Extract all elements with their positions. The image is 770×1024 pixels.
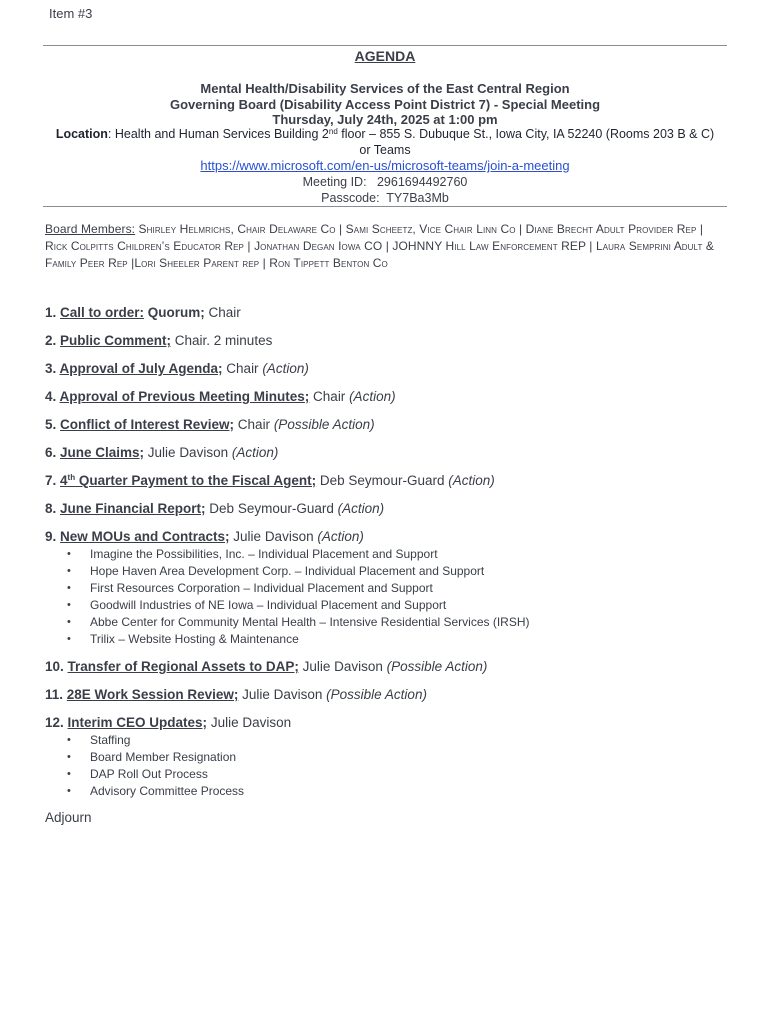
item-action: (Action) bbox=[448, 473, 495, 488]
item-separator: ; bbox=[218, 361, 223, 376]
location-block bbox=[43, 127, 727, 158]
bullet-item: • DAP Roll Out Process bbox=[45, 766, 735, 783]
meeting-credentials bbox=[43, 175, 727, 206]
item-title: 28E Work Session Review; bbox=[66, 687, 239, 702]
bullet-item: • Staffing bbox=[45, 732, 735, 749]
agenda-items bbox=[45, 304, 735, 825]
item-action: (Action) bbox=[262, 361, 309, 376]
item-title: Public Comment; bbox=[60, 333, 172, 348]
agenda-item bbox=[45, 304, 735, 322]
passcode-label: Passcode: bbox=[321, 190, 380, 205]
item-presenter: Deb Seymour-Guard bbox=[205, 501, 338, 516]
item-separator: ; bbox=[229, 417, 235, 432]
item-presenter: Chair bbox=[204, 305, 241, 320]
meeting-date: Thursday, July 24th, 2025 at 1:00 pm bbox=[272, 112, 498, 127]
item-number-label: 2. bbox=[45, 333, 61, 348]
location-sup: nd bbox=[328, 127, 338, 136]
item-number-label: 6. bbox=[45, 445, 61, 460]
meeting-type: Governing Board (Disability Access Point District 7) - Special Meeting bbox=[169, 96, 601, 112]
item-title: 4th Quarter Payment to the Fiscal Agent; bbox=[60, 473, 317, 488]
item-number-label: 12. bbox=[45, 715, 68, 730]
item-separator: : bbox=[139, 305, 145, 320]
agenda-item bbox=[45, 500, 735, 518]
agenda-item bbox=[45, 658, 735, 676]
organization-block bbox=[43, 81, 727, 128]
item-title: Approval of July Agenda bbox=[59, 361, 219, 376]
item-bold-note: Quorum; bbox=[144, 305, 205, 320]
item-presenter: Julie Davison bbox=[298, 659, 387, 674]
passcode-value: TY7Ba3Mb bbox=[386, 190, 449, 205]
meeting-id-label: Meeting ID: bbox=[302, 175, 367, 189]
item-title: New MOUs and Contracts; bbox=[60, 529, 230, 544]
item-presenter: Chair bbox=[234, 417, 274, 432]
item-presenter: Julie Davison bbox=[229, 529, 318, 544]
item-number-label: 7. bbox=[45, 473, 61, 488]
bullet-item: • Hope Haven Area Development Corp. – Individual Placement and Support bbox=[45, 563, 735, 580]
item-number-label: 1. bbox=[45, 305, 61, 320]
item-title-sup: th bbox=[67, 473, 76, 482]
item-title: Interim CEO Updates; bbox=[67, 715, 208, 730]
item-presenter: Julie Davison bbox=[238, 687, 327, 702]
agenda-title: AGENDA bbox=[354, 48, 416, 64]
location-or-teams: or Teams bbox=[359, 142, 411, 157]
item-number-label: 11. bbox=[45, 687, 67, 702]
meeting-id-value: 2961694492760 bbox=[376, 175, 468, 189]
item-presenter: Chair. 2 minutes bbox=[171, 333, 273, 348]
item-title: Call to order bbox=[60, 305, 140, 320]
bullet-item: • Board Member Resignation bbox=[45, 749, 735, 766]
item-number: Item #3 bbox=[49, 6, 93, 21]
item-action: (Action) bbox=[337, 501, 385, 516]
item-title: Approval of Previous Meeting Minutes bbox=[59, 389, 305, 404]
item-action: (Possible Action) bbox=[273, 417, 375, 432]
location-text-pre: : Health and Human Services Building 2 bbox=[107, 127, 329, 141]
item-action: (Possible Action) bbox=[326, 687, 427, 702]
location-label: Location bbox=[55, 127, 108, 141]
teams-link[interactable]: https://www.microsoft.com/en-us/microsoft-teams/join-a-meeting bbox=[200, 158, 570, 173]
header-rule bbox=[43, 45, 727, 46]
item-title: June Financial Report; bbox=[60, 501, 206, 516]
item-presenter: Chair bbox=[309, 389, 350, 404]
agenda-item bbox=[45, 444, 735, 462]
bullet-item: • First Resources Corporation – Individual Placement and Support bbox=[45, 580, 735, 597]
bullet-item: • Imagine the Possibilities, Inc. – Individual Placement and Support bbox=[45, 546, 735, 563]
item-action: (Possible Action) bbox=[386, 659, 488, 674]
item-action: (Action) bbox=[317, 529, 364, 544]
item-number-label: 5. bbox=[45, 417, 61, 432]
agenda-item bbox=[45, 686, 735, 704]
item-title: Conflict of Interest Review bbox=[60, 417, 230, 432]
item-presenter: Deb Seymour-Guard bbox=[316, 473, 449, 488]
board-members bbox=[45, 221, 725, 272]
item-number-label: 9. bbox=[45, 529, 61, 544]
item-action: (Action) bbox=[349, 389, 396, 404]
item-title: June Claims; bbox=[60, 445, 145, 460]
bullet-item: • Goodwill Industries of NE Iowa – Individual Placement and Support bbox=[45, 597, 735, 614]
item-presenter: Chair bbox=[222, 361, 263, 376]
item-number-label: 8. bbox=[45, 501, 61, 516]
org-name: Mental Health/Disability Services of the East Central Region bbox=[200, 81, 570, 96]
bullet-item: • Trilix – Website Hosting & Maintenance bbox=[45, 631, 735, 648]
agenda-item bbox=[45, 714, 735, 732]
agenda-item bbox=[45, 332, 735, 350]
item-number-label: 10. bbox=[45, 659, 68, 674]
item-number-label: 3. bbox=[45, 361, 60, 376]
item-title: Transfer of Regional Assets to DAP; bbox=[67, 659, 299, 674]
item-presenter: Julie Davison bbox=[207, 715, 292, 730]
agenda-item bbox=[45, 528, 735, 546]
contracts-list bbox=[45, 546, 735, 648]
adjourn-label: Adjourn bbox=[45, 810, 92, 825]
board-members-list: Shirley Helmrichs, Chair Delaware Co | Sami Scheetz, Vice Chair Linn Co | Diane Brecht Adult Provider Rep | Rick Colpitts Children’s Educator Rep | Jonathan Degan Iowa CO | JOHNNY Hill Law Enforcement REP | Laura Semprini Adult & Family Peer Rep |Lori Sheeler Parent rep | Ron Tippett Benton Co bbox=[45, 222, 715, 270]
agenda-item bbox=[45, 388, 735, 406]
ceo-updates-list bbox=[45, 732, 735, 800]
agenda-item bbox=[45, 360, 735, 378]
bullet-item: • Advisory Committee Process bbox=[45, 783, 735, 800]
location-line bbox=[43, 127, 727, 143]
agenda-item bbox=[45, 416, 735, 434]
item-number-label: 4. bbox=[45, 389, 60, 404]
agenda-item bbox=[45, 472, 735, 490]
item-separator: ; bbox=[304, 389, 310, 404]
bullet-item: • Abbe Center for Community Mental Health – Intensive Residential Services (IRSH) bbox=[45, 614, 735, 631]
board-members-label: Board Members: bbox=[45, 222, 136, 236]
item-action: (Action) bbox=[231, 445, 279, 460]
location-text-post: floor – 855 S. Dubuque St., Iowa City, IA 52240 (Rooms 203 B & C) bbox=[337, 127, 715, 141]
header-bottom-rule bbox=[43, 206, 727, 207]
item-presenter: Julie Davison bbox=[144, 445, 232, 460]
